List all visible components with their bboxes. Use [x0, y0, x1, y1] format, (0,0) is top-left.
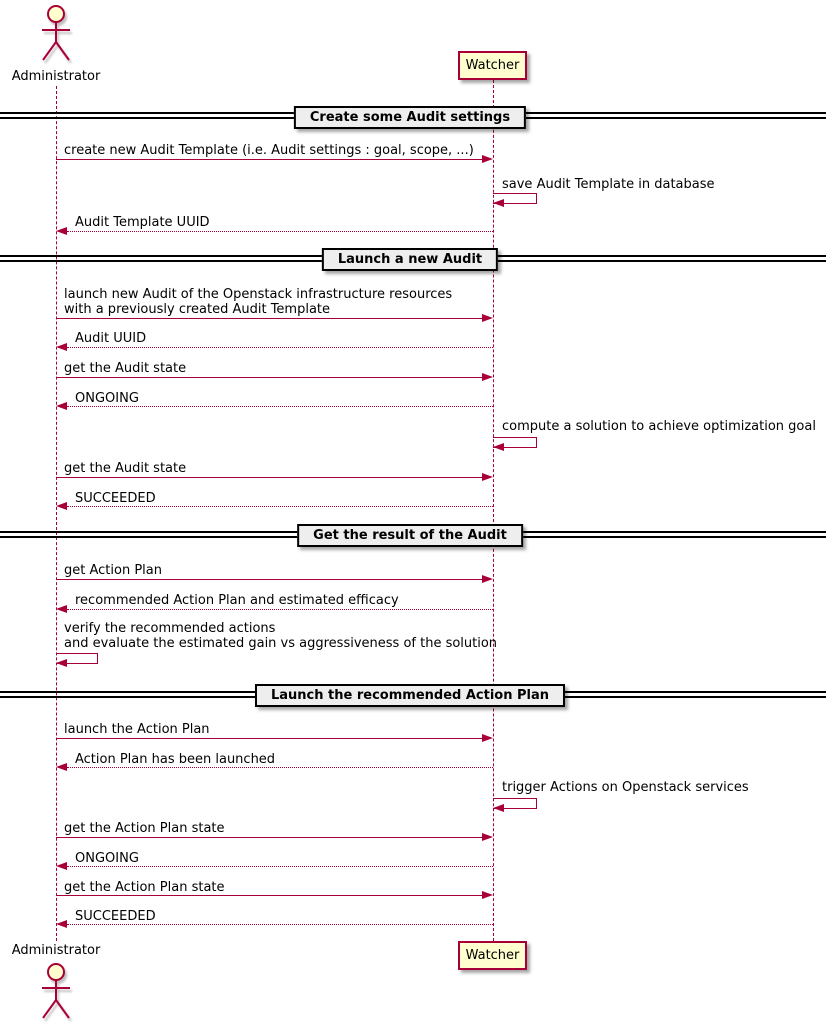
message-arrow	[56, 738, 482, 739]
message-label: ONGOING	[75, 851, 139, 866]
message-arrow	[67, 406, 493, 407]
administrator-label-bottom: Administrator	[11, 943, 101, 958]
arrowhead-left-icon	[56, 227, 67, 235]
message-arrow	[56, 895, 482, 896]
divider-get-audit-result: Get the result of the Audit	[297, 524, 523, 547]
message-arrow	[56, 159, 482, 160]
administrator-actor-icon	[26, 4, 86, 64]
administrator-actor-icon-bottom	[26, 960, 86, 1022]
message-label: SUCCEEDED	[75, 491, 156, 506]
message-label: SUCCEEDED	[75, 909, 156, 924]
arrowhead-left-icon	[56, 343, 67, 351]
arrowhead-right-icon	[482, 314, 493, 322]
message-arrow	[67, 767, 493, 768]
message-label: get Action Plan	[64, 563, 162, 578]
watcher-box-top: Watcher	[458, 51, 527, 80]
divider-launch-new-audit: Launch a new Audit	[322, 248, 498, 271]
message-arrow	[67, 506, 493, 507]
lifeline-administrator	[56, 86, 57, 941]
arrowhead-right-icon	[482, 833, 493, 841]
arrowhead-right-icon	[482, 373, 493, 381]
message-label: trigger Actions on Openstack services	[502, 780, 749, 795]
message-label: verify the recommended actions and evaluate the estimated gain vs aggressiveness of the solution	[64, 621, 498, 651]
arrowhead-left-icon	[56, 502, 67, 510]
message-label: recommended Action Plan and estimated efficacy	[75, 593, 399, 608]
arrowhead-right-icon	[482, 734, 493, 742]
message-label: Action Plan has been launched	[75, 752, 276, 767]
arrowhead-left-icon	[56, 920, 67, 928]
arrowhead-left-icon	[56, 862, 67, 870]
arrowhead-right-icon	[482, 575, 493, 583]
arrowhead-right-icon	[482, 473, 493, 481]
arrowhead-left-icon	[56, 402, 67, 410]
arrowhead-right-icon	[482, 155, 493, 163]
message-arrow	[56, 377, 482, 378]
message-label: Audit UUID	[75, 331, 147, 346]
message-label: get the Audit state	[64, 361, 187, 376]
message-arrow	[67, 866, 493, 867]
message-arrow	[67, 924, 493, 925]
message-arrow	[67, 609, 493, 610]
arrowhead-left-icon	[493, 199, 504, 207]
message-label: get the Action Plan state	[64, 880, 225, 895]
administrator-label-top: Administrator	[11, 69, 101, 84]
arrowhead-right-icon	[482, 891, 493, 899]
message-arrow	[56, 477, 482, 478]
arrowhead-left-icon	[493, 804, 504, 812]
message-label: launch new Audit of the Openstack infrastructure resources with a previously created Audit Template	[64, 287, 453, 317]
message-label: get the Action Plan state	[64, 821, 225, 836]
message-label: compute a solution to achieve optimization goal	[502, 419, 816, 434]
arrowhead-left-icon	[56, 605, 67, 613]
message-label: create new Audit Template (i.e. Audit settings : goal, scope, ...)	[64, 143, 474, 158]
message-arrow	[56, 318, 482, 319]
arrowhead-left-icon	[493, 443, 504, 451]
message-label: launch the Action Plan	[64, 722, 210, 737]
divider-create-audit-settings: Create some Audit settings	[294, 106, 526, 129]
arrowhead-left-icon	[56, 763, 67, 771]
message-label: get the Audit state	[64, 461, 187, 476]
message-arrow	[56, 837, 482, 838]
message-label: Audit Template UUID	[75, 215, 210, 230]
divider-launch-action-plan: Launch the recommended Action Plan	[255, 684, 565, 707]
watcher-box-bottom: Watcher	[458, 941, 527, 970]
message-arrow	[56, 579, 482, 580]
message-label: ONGOING	[75, 391, 139, 406]
message-arrow	[67, 231, 493, 232]
message-label: save Audit Template in database	[502, 177, 715, 192]
message-arrow	[67, 347, 493, 348]
arrowhead-left-icon	[56, 659, 67, 667]
